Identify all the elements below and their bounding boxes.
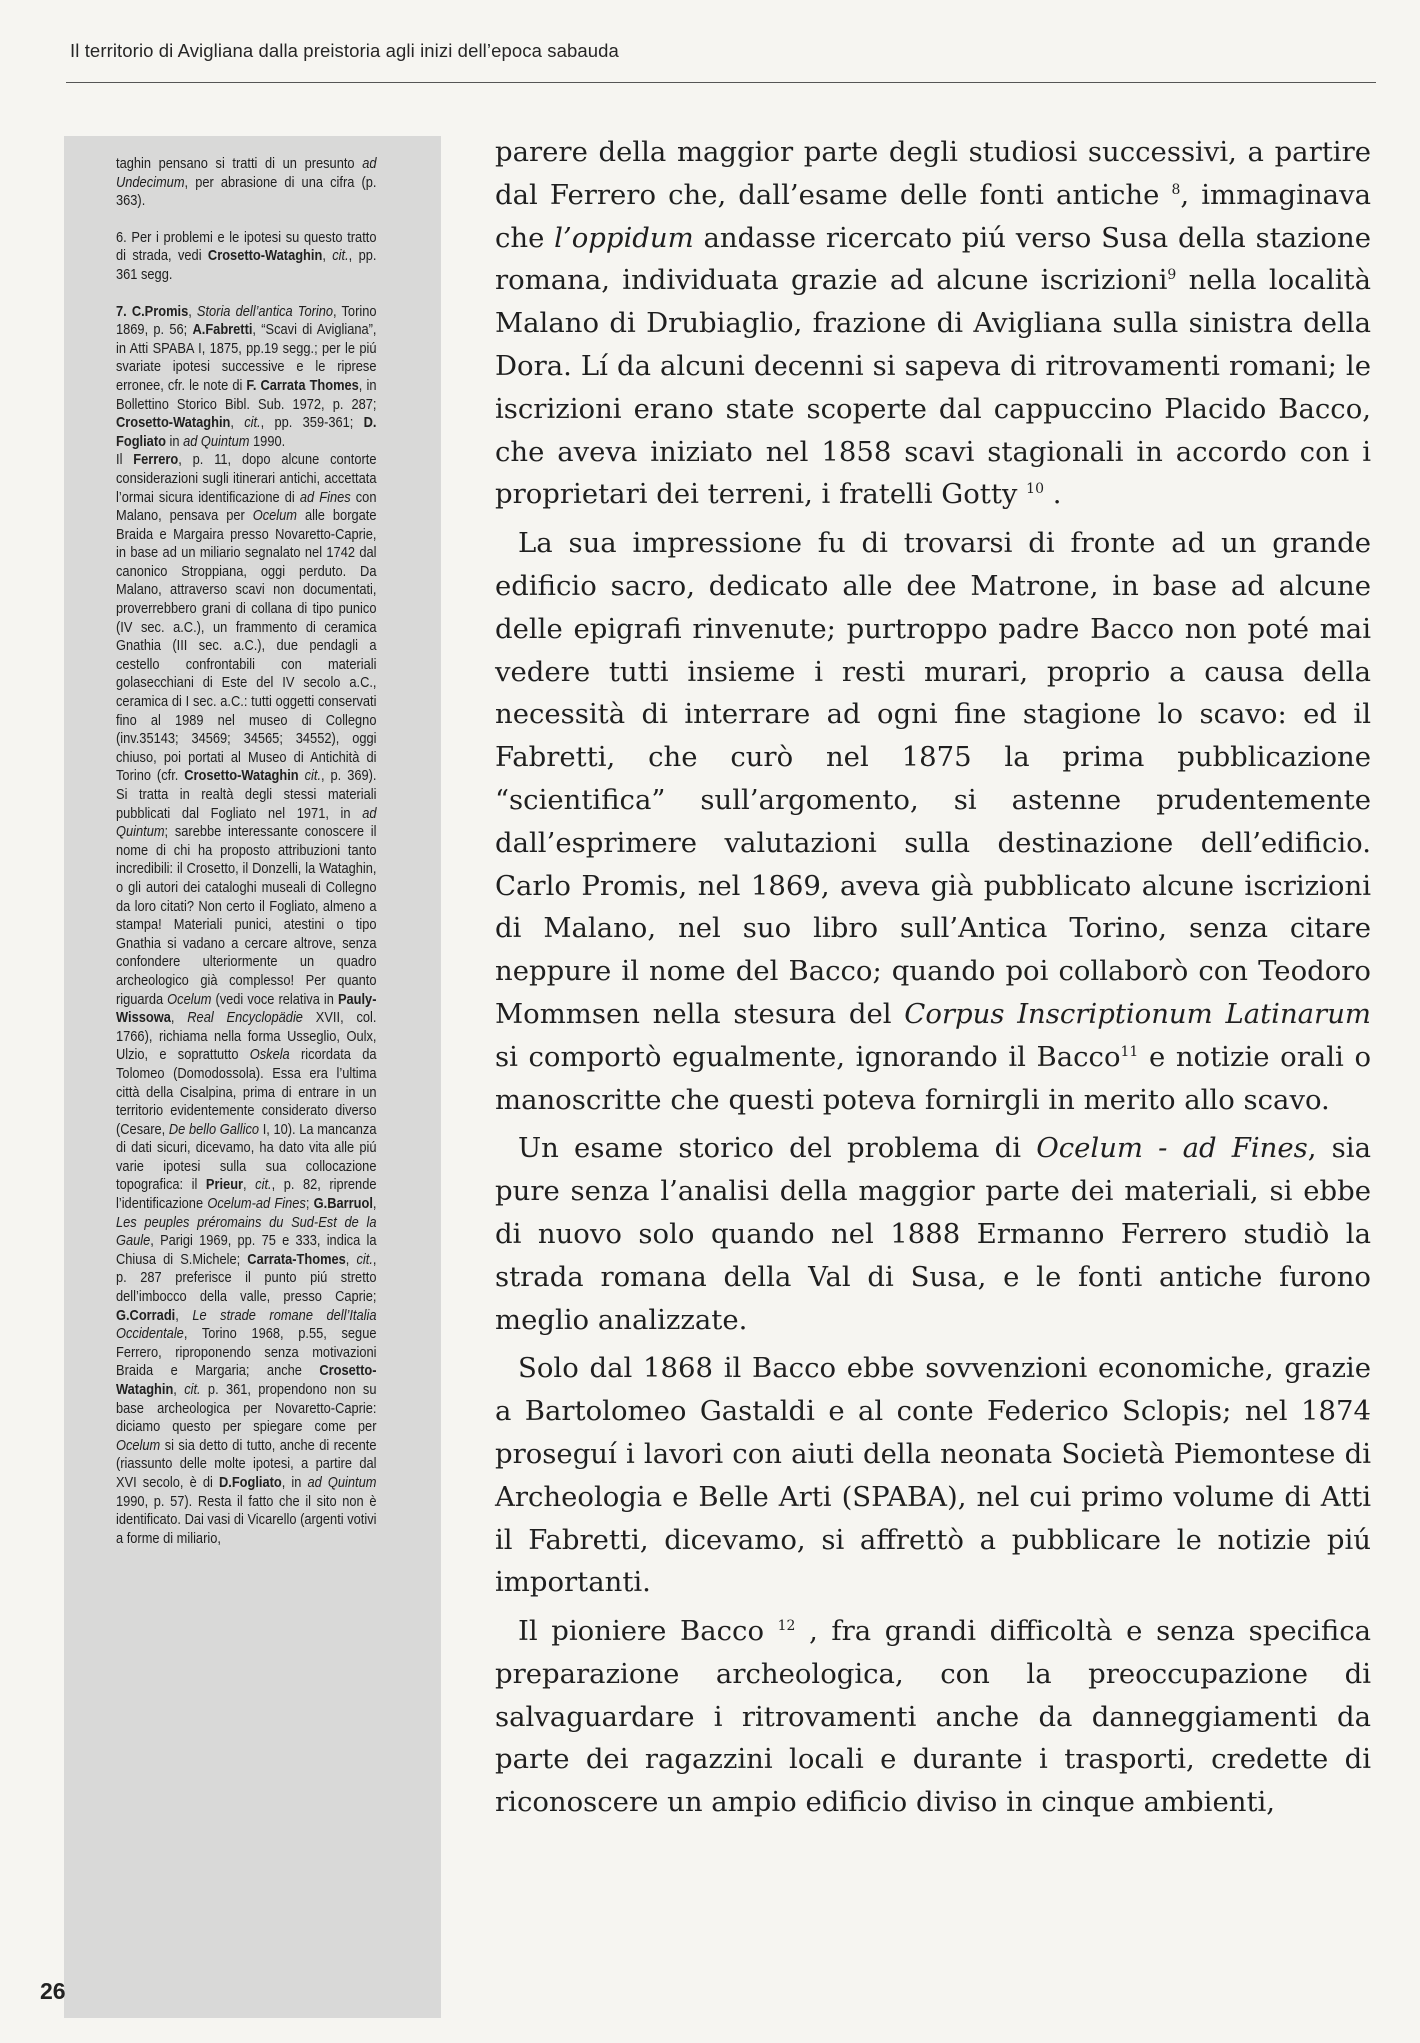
text-run: , <box>175 1307 193 1324</box>
text-run: 7. C.Promis <box>116 303 189 320</box>
text-run: Il <box>116 452 134 469</box>
text-run: ; <box>305 1196 314 1213</box>
text-run: cit. <box>304 768 322 785</box>
text-run: in <box>165 433 184 450</box>
text-run: alle borgate Braida e Margaira presso Novaretto-Caprie, in base ad un miliario segnalato nel 1742 dal canonico Stroppiana, oggi perduto. Da Malano, attraverso scavi non documentati, proverrebbero grani di collana di tipo punico (IV sec. a.C.), un frammento di ceramica Gnathia (III sec. a.C.), due pendagli a cestello confrontabili con materiali golasecchiani di Este del IV secolo a.C., ceramica di I sec. a.C.: tutti oggetti conservati fino al 1989 nel museo di Collegno (inv.35143; 34569; 34565; 34552), oggi chiuso, poi portati al Museo di Antichità di Torino (cfr. <box>116 508 377 785</box>
text-run: , p. 369). Si tratta in realtà degli stessi materiali pubblicati dal Fogliato nel 1971, in <box>116 768 377 822</box>
text-run: cit. <box>255 1177 272 1194</box>
body-paragraph-1 <box>495 131 1371 516</box>
text-run: ad Quintum <box>307 1474 377 1491</box>
footnote-ref: 8 <box>1171 181 1181 198</box>
text-run: nella località Malano di Drubiaglio, frazione di Avigliana sulla sinistra della Dora. Lí da alcuni decenni si sapeva di ritrovamenti romani; le iscrizioni erano state scoperte dal cappuccino Placido Bacco, che aveva iniziato nel 1858 scavi stagionali in accordo con i proprietari dei terreni, i fratelli Gotty <box>495 264 1371 511</box>
text-run: Ocelum <box>167 991 212 1008</box>
text-run: Il pioniere Bacco <box>518 1615 778 1648</box>
text-run: , immaginava che <box>495 178 1371 254</box>
text-run: 1990. <box>249 433 286 450</box>
text-run: , “Scavi di Avigliana”, in Atti SPABA I, 1875, pp.19 segg.; per le piú svariate ipotesi successive e le riprese erronee, cfr. le note di <box>116 322 377 394</box>
text-run: XVII, col. 1766), richiama nella forma Usseglio, Oulx, Ulzio, e soprattutto <box>116 1010 377 1064</box>
footnote-ref: 9 <box>1167 267 1177 284</box>
note-7 <box>116 303 376 452</box>
text-run: . <box>1044 478 1062 511</box>
text-run: ; sarebbe interessante conoscere il nome di chi ha proposto attribuzioni tanto incredibili: il Crosetto, il Donzelli, la Wataghin, o gli autori dei cataloghi museali di Collegno da loro citati? Non certo il Fogliato, almeno a stampa! Materiali punici, atestini o tipo Gnathia si vadano a cercare altrove, senza confondere ulteriormente un quadro archeologico già complesso! Per quanto riguarda <box>116 824 377 1008</box>
text-run: cit. <box>184 1382 201 1398</box>
text-run: 1990, p. 57). Resta il fatto che il sito non è identificato. Dai vasi di Vicarello (argenti votivi a forme di miliario, <box>116 1493 377 1547</box>
text-run: , <box>170 1010 188 1027</box>
text-run: , Torino 1968, p.55, segue Ferrero, riproponendo senza motivazioni Braida e Margaria; anche <box>116 1326 377 1380</box>
body-paragraph-2 <box>495 522 1371 1121</box>
text-run: , <box>230 415 245 432</box>
text-run: , p. 11, dopo alcune contorte considerazioni sugli itinerari antichi, accettata l’ormai sicura identificazione di <box>116 452 377 506</box>
text-run: ad Quintum <box>116 805 377 841</box>
text-run: p. 361, propendono non su base archeologica per Novaretto-Caprie: diciamo questo per spiegare come per <box>116 1382 377 1436</box>
body-paragraph-5 <box>495 1610 1371 1824</box>
text-run: , pp. 359-361; <box>260 415 364 432</box>
text-run: Pauly-Wissowa <box>116 991 377 1027</box>
text-run: , sia pure senza l’analisi della maggior parte dei materiali, si ebbe di nuovo solo quando nel 1888 Ermanno Ferrero studiò la strada romana della Val di Susa, e le fonti antiche furono meglio analizzate. <box>495 1132 1371 1336</box>
text-run: , <box>322 248 333 265</box>
text-run: Oskela <box>249 1047 290 1064</box>
text-run: ricordata da Tolomeo (Domodossola). Essa era l’ultima città della Cisalpina, prima di entrare in un territorio evidentemente considerato diverso (Cesare, <box>116 1047 377 1138</box>
text-run: ad Undecimum <box>116 156 377 191</box>
text-run: A.Fabretti <box>192 322 253 339</box>
text-run: Storia dell’antica Torino <box>196 303 334 320</box>
text-run: taghin pensano si tratti di un presunto <box>116 156 363 172</box>
text-run: D. Fogliato <box>116 415 377 450</box>
text-run: ad Fines <box>299 489 351 506</box>
text-run: Un esame storico del problema di <box>518 1132 1037 1165</box>
text-run: Le strade romane dell’Italia Occidentale <box>116 1307 377 1343</box>
text-run: Solo dal 1868 il Bacco ebbe sovvenzioni economiche, grazie a Bartolomeo Gastaldi e al conte Federico Sclopis; nel 1874 proseguí i lavori con aiuti della neonata Società Piemontese di Archeologia e Belle Arti (SPABA), nel cui primo volume di Atti il Fabretti, dicevamo, si affrettò a pubblicare le notizie piú importanti. <box>495 1352 1371 1599</box>
footnote-ref: 11 <box>1120 1043 1139 1060</box>
note-5-continued <box>116 155 376 211</box>
text-run: , p. 82, riprende l’identificazione <box>116 1177 377 1213</box>
text-run: 6. Per i problemi e le ipotesi su questo tratto di strada, vedi <box>116 229 377 265</box>
text-run: Crosetto-Wataghin <box>184 768 299 785</box>
text-run: D.Fogliato <box>218 1474 282 1491</box>
text-run: (vedi voce relativa in <box>211 991 338 1008</box>
footnotes-column <box>116 155 376 1548</box>
main-text <box>495 131 1371 1824</box>
text-run: ad Quintum <box>183 433 250 450</box>
body-paragraph-3 <box>495 1127 1371 1341</box>
text-run: La sua impressione fu di trovarsi di fronte ad un grande edificio sacro, dedicato alle dee Matrone, in base ad alcune delle epigrafi rinvenute; purtroppo padre Bacco non poté mai vedere tutti insieme i resti murari, proprio a causa della necessità di interrare ad ogni fine stagione lo scavo: ed il Fabretti, che curò nel 1875 la prima pubblicazione “scientifica” sull’argomento, si astenne prudentemente dall’esprimere valutazioni sulla destinazione dell’edificio. Carlo Promis, nel 1869, aveva già pubblicato alcune iscrizioni di Malano, nel suo libro sull’Antica Torino, senza citare neppure il nome del Bacco; quando poi collaborò con Teodoro Mommsen nella stesura del <box>495 527 1371 1030</box>
note-6 <box>116 229 376 285</box>
text-run: F. Carrata Thomes <box>246 377 359 394</box>
text-run: e notizie orali o manoscritte che questi poteva fornirgli in merito allo scavo. <box>495 1040 1371 1116</box>
text-run: I, 10). La mancanza di dati sicuri, dicevamo, ha dato vita alle piú varie ipotesi sulla sua collocazione topografica: il <box>116 1121 377 1194</box>
text-run: Ferrero <box>133 452 179 469</box>
text-run: Crosetto-Wataghin <box>116 415 231 432</box>
text-run: Crosetto-Wataghin <box>207 248 323 265</box>
text-run: si sia detto di tutto, anche di recente (riassunto delle molte ipotesi, a partire dal XVI secolo, è di <box>116 1437 377 1491</box>
text-run: , in Bollettino Storico Bibl. Sub. 1972, p. 287; <box>116 377 377 413</box>
text-run: l’oppidum <box>554 221 694 254</box>
text-run: con Malano, pensava per <box>116 489 377 525</box>
text-run: G.Barruol <box>313 1196 373 1213</box>
text-run: , <box>243 1177 256 1194</box>
text-run: andasse ricercato piú verso Susa della stazione romana, individuata grazie ad alcune iscrizioni <box>495 221 1371 297</box>
text-run: , per abrasione di una cifra (p. 363). <box>116 174 377 210</box>
text-run: Prieur <box>205 1177 244 1194</box>
text-run: , <box>188 303 197 320</box>
text-run: cit. <box>356 1251 373 1268</box>
page-number: 26 <box>40 1978 66 2004</box>
text-run: , in <box>281 1474 308 1491</box>
text-run: Ocelum-ad Fines <box>207 1196 306 1213</box>
text-run: G.Corradi <box>116 1307 176 1324</box>
text-run: De bello Gallico <box>168 1121 260 1138</box>
text-run: Corpus Inscriptionum Latinarum <box>904 997 1371 1030</box>
text-run: Ocelum <box>252 508 297 525</box>
text-run: , pp. 361 segg. <box>116 248 377 283</box>
running-title: Il territorio di Avigliana dalla preistoria agli inizi dell’epoca sabauda <box>70 40 619 61</box>
text-run: Crosetto-Wataghin <box>116 1363 377 1398</box>
text-run: Real Encyclopädie <box>187 1010 303 1027</box>
text-run: Ocelum - ad Fines <box>1036 1132 1308 1165</box>
text-run: Les peuples préromains du Sud-Est de la Gaule <box>116 1214 377 1250</box>
text-run: , Torino 1869, p. 56; <box>116 303 377 339</box>
text-run: parere della maggior parte degli studiosi successivi, a partire dal Ferrero che, dall’esame delle fonti antiche <box>495 136 1371 211</box>
footnote-ref: 12 <box>777 1617 796 1634</box>
text-run: , fra grandi difficoltà e senza specifica preparazione archeologica, con la preoccupazione di salvaguardare i ritrovamenti anche da danneggiamenti da parte dei ragazzini locali e durante i trasporti, credette di riconoscere un ampio edificio diviso in cinque ambienti, <box>495 1615 1371 1819</box>
text-run: , Parigi 1969, pp. 75 e 333, indica la Chiusa di S.Michele; <box>116 1233 377 1268</box>
text-run: cit. <box>244 415 261 432</box>
footnote-ref: 10 <box>1026 481 1044 498</box>
text-run: , <box>345 1251 357 1268</box>
header-rule <box>66 82 1376 83</box>
body-paragraph-4 <box>495 1347 1371 1604</box>
text-run: si comportò egualmente, ignorando il Bacco <box>495 1040 1121 1073</box>
text-run: , p. 287 preferisce il punto piú stretto dell’imbocco della valle, presso Caprie; <box>116 1251 377 1306</box>
text-run: cit. <box>332 248 349 265</box>
text-run: , <box>173 1382 185 1398</box>
text-run: Carrata-Thomes <box>247 1251 346 1268</box>
text-run: , <box>372 1196 377 1213</box>
text-run: Ocelum <box>116 1437 161 1454</box>
note-7-continued <box>116 451 376 1548</box>
